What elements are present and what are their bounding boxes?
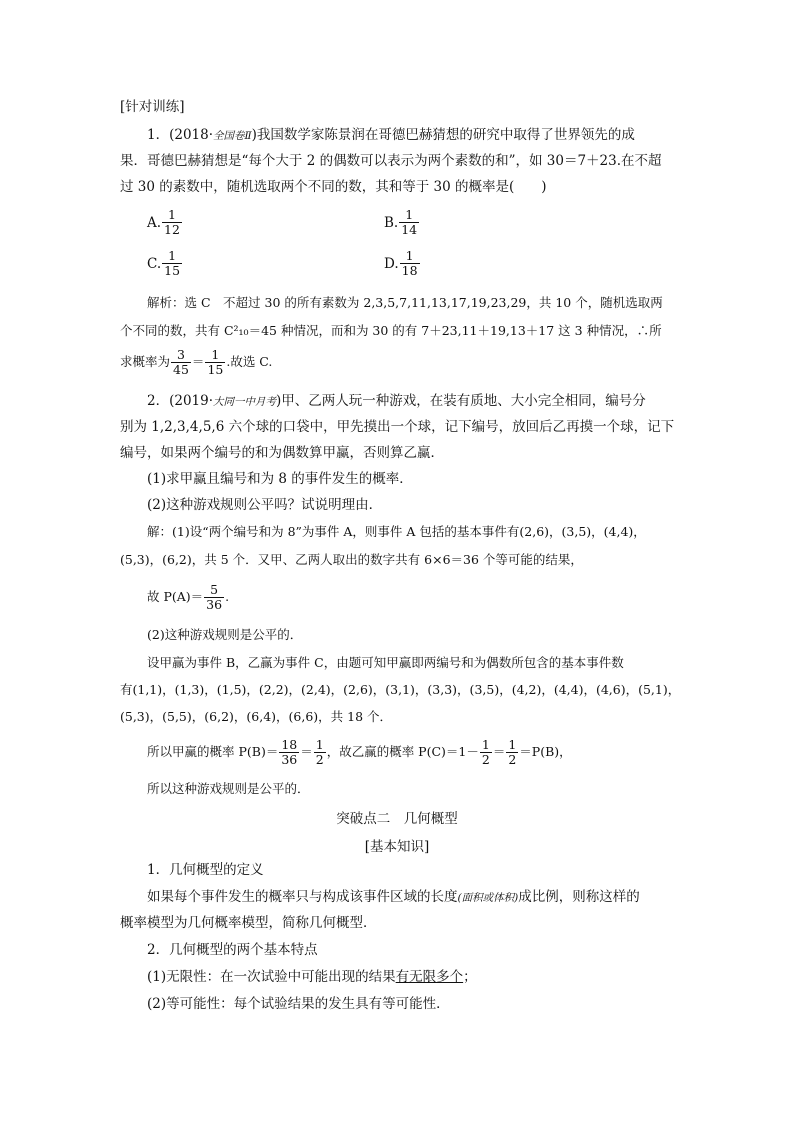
fraction: $\frac{1}{2}$ (315, 737, 324, 767)
fraction: $\frac{1}{15}$ (164, 248, 181, 278)
q2-solution-line-3: 故 P(A)＝ $\frac{5}{36}$ . (147, 582, 230, 612)
q1-option-b: B. $\frac{1}{14}$ (384, 207, 418, 237)
fraction: $\frac{1}{15}$ (207, 347, 224, 377)
q2-subquestion-1: (1)求甲赢且编号和为 8 的事件发生的概率． (147, 471, 413, 487)
definition-note: (面积或体积) (457, 892, 519, 904)
q1-line-1 (147, 126, 707, 145)
q2-solution-line-7: (5,3)，(5,5)，(6,2)，(6,4)，(6,6)，共 18 个． (120, 709, 393, 724)
q1-line-2: 果．哥德巴赫猜想是“每个大于 2 的偶数可以表示为两个素数的和”，如 30＝7＋23.在不超 (120, 153, 662, 169)
fraction: $\frac{5}{36}$ (206, 582, 223, 612)
q1-option-c: C. $\frac{1}{15}$ (147, 248, 181, 278)
q2-line-3: 编号，如果两个编号的和为偶数算甲赢，否则算乙赢． (120, 445, 444, 461)
fraction: $\frac{3}{45}$ (173, 347, 189, 377)
practice-header: [针对训练] (120, 99, 185, 115)
q2-solution-line-4: (2)这种游戏规则是公平的． (147, 627, 303, 642)
q1-solution-line-3: 求概率为 $\frac{3}{45}$ ＝ $\frac{1}{15}$ .故选 C. (120, 347, 273, 377)
q2-number: 2． (147, 393, 170, 409)
underlined-answer: 有无限多个 (395, 969, 464, 985)
q2-solution-line-8: 所以甲赢的概率 P(B)＝ $\frac{18}{36}$ ＝ $\frac{1}{2}$ ，故乙赢的概率 P(C)＝1－ $\frac{1}{2}$ ＝ $\frac{1}{2}$ ＝P(B)， (147, 737, 572, 767)
q1-option-a: A. $\frac{1}{12}$ (147, 207, 180, 237)
feature-infinite: (1)无限性：在一次试验中可能出现的结果有无限多个； (147, 969, 477, 985)
q2-line-2: 别为 1,2,3,4,5,6 六个球的口袋中，甲先摸出一个球，记下编号，放回后乙再摸一个球，记下 (120, 419, 675, 435)
q2-solution-line-1: 解：(1)设“两个编号和为 8”为事件 A，则事件 A 包括的基本事件有(2,6)，(3,5)，(4,4)， (147, 524, 646, 539)
q1-source-open: (2018· (169, 127, 214, 143)
definition-line-1: 如果每个事件发生的概率只与构成该事件区域的长度(面积或体积)成比例，则称这样的 (147, 889, 640, 905)
q1-text-1: )我国数学家陈景润在哥德巴赫猜想的研究中取得了世界领先的成 (251, 127, 635, 143)
feature-equal-likelihood: (2)等可能性：每个试验结果的发生具有等可能性． (147, 996, 450, 1012)
q1-source: 全国卷Ⅱ (213, 130, 252, 142)
q1-solution-line-1: 解析：选 C 不超过 30 的所有素数为 2,3,5,7,11,13,17,19,23,29，共 10 个，随机选取两 (147, 295, 663, 310)
fraction: $\frac{1}{2}$ (508, 737, 517, 767)
definition-line-2: 概率模型为几何概率模型，简称几何概型． (120, 915, 377, 931)
fraction: $\frac{1}{12}$ (164, 207, 180, 237)
fraction: $\frac{1}{14}$ (401, 207, 418, 237)
definition-heading: 1．几何概型的定义 (147, 862, 264, 878)
q2-solution-line-6: 有(1,1)，(1,3)，(1,5)，(2,2)，(2,4)，(2,6)，(3,1)，(3,3)，(3,5)，(4,2)，(4,4)，(4,6)，(5,1)， (120, 682, 681, 697)
q2-solution-line-9: 所以这种游戏规则是公平的． (147, 781, 310, 796)
q2-subquestion-2: (2)这种游戏规则公平吗？试说明理由． (147, 497, 383, 513)
fraction: $\frac{1}{2}$ (481, 737, 490, 767)
q1-option-d: D. $\frac{1}{18}$ (384, 248, 418, 278)
features-heading: 2．几何概型的两个基本特点 (147, 942, 318, 958)
fraction: $\frac{18}{36}$ (281, 737, 298, 767)
q1-line-3: 过 30 的素数中，随机选取两个不同的数，其和等于 30 的概率是( ) (120, 179, 547, 195)
q2-solution-line-5: 设甲赢为事件 B，乙赢为事件 C，由题可知甲赢即两编号和为偶数所包含的基本事件数 (147, 655, 624, 670)
section-subtitle: [基本知识] (364, 839, 430, 855)
q1-solution-line-2: 个不同的数，共有 C²₁₀＝45 种情况，而和为 30 的有 7＋23,11＋19,13＋17 这 3 种情况，∴所 (120, 323, 662, 338)
q2-solution-line-2: (5,3)，(6,2)，共 5 个．又甲、乙两人取出的数字共有 6×6＝36 个等可能的结果， (120, 552, 583, 567)
q1-number: 1． (147, 127, 170, 143)
q2-source: 大同一中月考 (213, 396, 277, 408)
fraction: $\frac{1}{18}$ (401, 248, 418, 278)
q2-line-1: 2．(2019·大同一中月考)甲、乙两人玩一种游戏，在装有质地、大小完全相同，编号分 (147, 393, 646, 409)
section-title: 突破点二 几何概型 (336, 811, 458, 827)
